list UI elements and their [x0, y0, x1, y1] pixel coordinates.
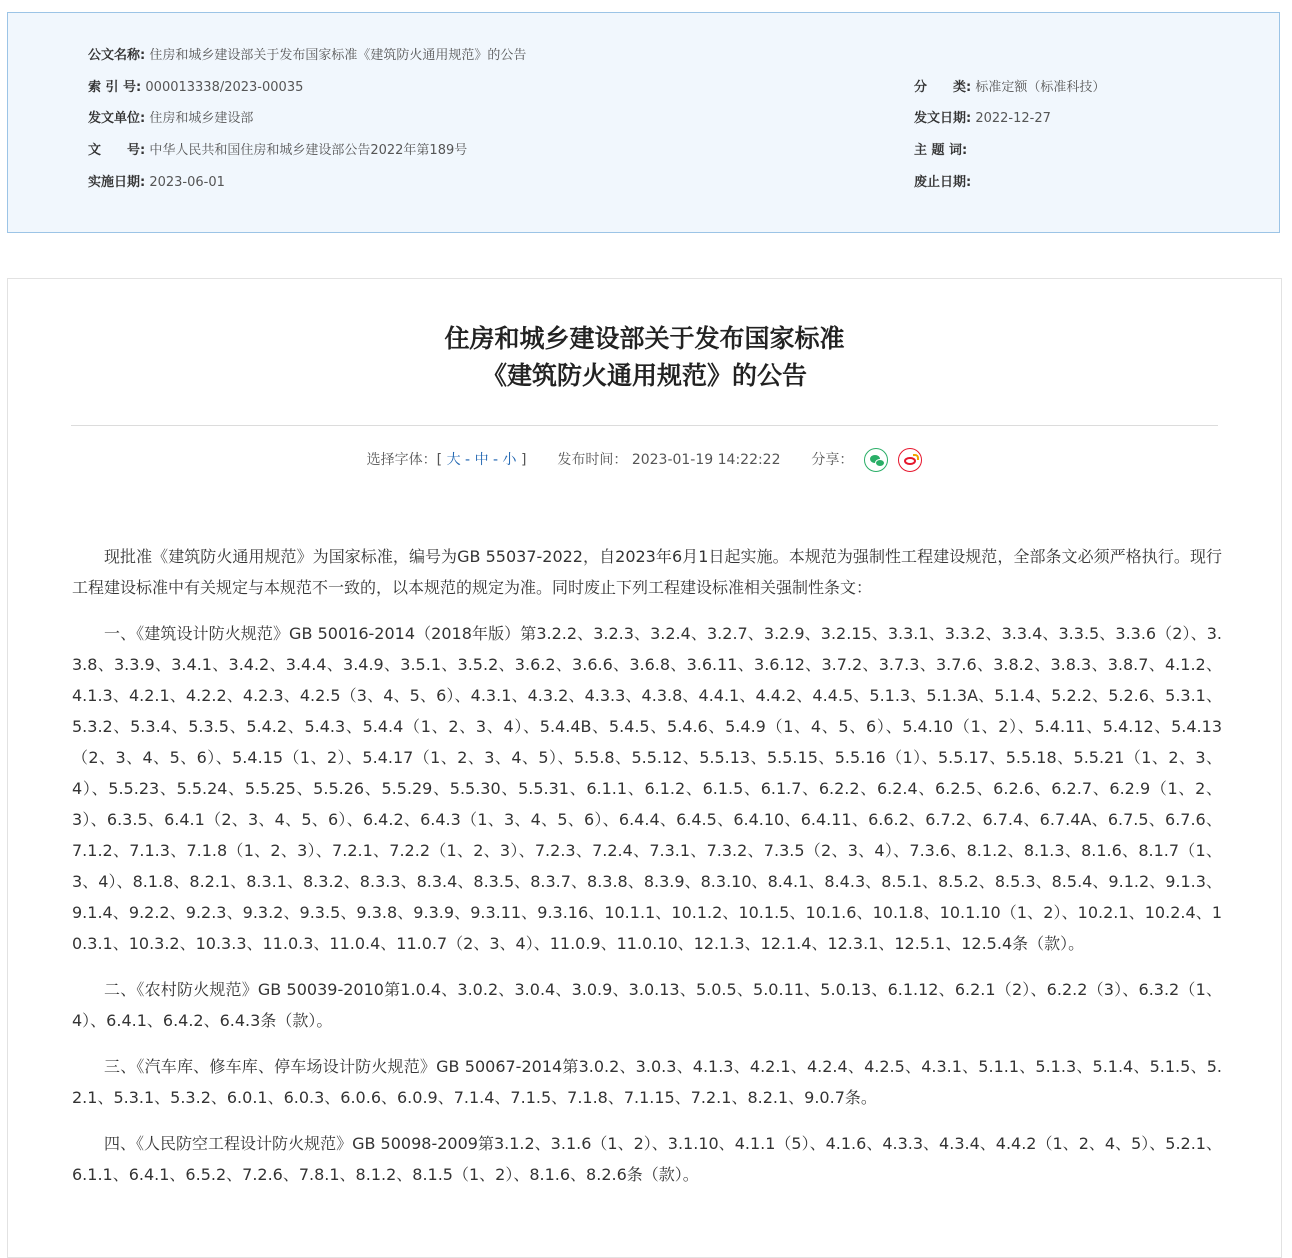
weibo-icon[interactable] [898, 448, 922, 472]
font-select-close: ] [520, 452, 527, 468]
category-label: 分 类: [914, 80, 972, 95]
doc-number-label: 文 号: [88, 143, 146, 158]
issuer-label: 发文单位: [88, 111, 146, 126]
meta-row-issuer [88, 111, 253, 127]
index-label: 索 引 号: [88, 80, 142, 95]
title-divider [71, 425, 1218, 426]
article-container [7, 278, 1282, 1258]
body-paragraph-item-3: 三、《汽车库、修车库、停车场设计防火规范》GB 50067-2014第3.0.2、3.0.3、4.1.3、4.2.1、4.2.4、4.2.5、4.3.1、5.1.1、5.1.3、5.1.4、5.1.5、5.2.1、5.3.1、5.3.2、6.0.1、6.0.3、6.0.6、6.0.9、7.1.4、7.1.5、7.1.8、7.1.15、7.2.1、8.2.1、9.0.7条。 [72, 1057, 1222, 1107]
article-body [72, 541, 1222, 1205]
article-title-line-1: 住房和城乡建设部关于发布国家标准 [444, 324, 845, 353]
keyword-label: 主 题 词: [914, 143, 968, 158]
article-toolbar [8, 447, 1281, 473]
abolish-date-label: 废止日期: [914, 175, 972, 190]
meta-row-keyword [914, 143, 967, 159]
body-paragraph-item-1: 一、《建筑设计防火规范》GB 50016-2014（2018年版）第3.2.2、3.2.3、3.2.4、3.2.7、3.2.9、3.2.15、3.3.1、3.3.2、3.3.4、3.3.5、3.3.6（2）、3.3.8、3.3.9、3.4.1、3.4.2、3.4.4、3.4.9、3.5.1、3.5.2、3.6.2、3.6.6、3.6.8、3.6.11、3.6.12、3.7.2、3.7.3、3.7.6、3.8.2、3.8.3、3.8.7、4.1.2、4.1.3、4.2.1、4.2.2、4.2.3、4.2.5（3、4、5、6）、4.3.1、4.3.2、4.3.3、4.3.8、4.4.1、4.4.2、4.4.5、5.1.3、5.1.3A、5.1.4、5.2.2、5.2.6、5.3.1、5.3.2、5.3.4、5.3.5、5.4.2、5.4.3、5.4.4（1、2、3、4）、5.4.4B、5.4.5、5.4.6、5.4.9（1、4、5、6）、5.4.10（1、2）、5.4.11、5.4.12、5.4.13（2、3、4、5、6）、5.4.15（1、2）、5.4.17（1、2、3、4、5）、5.5.8、5.5.12、5.5.13、5.5.15、5.5.16（1）、5.5.17、5.5.18、5.5.21（1、2、3、4）、5.5.23、5.5.24、5.5.25、5.5.26、5.5.29、5.5.30、5.5.31、6.1.1、6.1.2、6.1.5、6.1.7、6.2.2、6.2.4、6.2.5、6.2.6、6.2.7、6.2.9（1、2、3）、6.3.5、6.4.1（2、3、4、5、6）、6.4.2、6.4.3（1、3、4、5、6）、6.4.4、6.4.5、6.4.10、6.4.11、6.6.2、6.7.2、6.7.4、6.7.4A、6.7.5、6.7.6、7.1.2、7.1.3、7.1.8（1、2、3）、7.2.1、7.2.2（1、2、3）、7.2.3、7.2.4、7.3.1、7.3.2、7.3.5（2、3、4）、7.3.6、8.1.2、8.1.3、8.1.6、8.1.7（1、3、4）、8.1.8、8.2.1、8.3.1、8.3.2、8.3.3、8.3.4、8.3.5、8.3.7、8.3.8、8.3.9、8.3.10、8.4.1、8.4.3、8.5.1、8.5.2、8.5.3、8.5.4、9.1.2、9.1.3、9.1.4、9.2.2、9.2.3、9.3.2、9.3.5、9.3.8、9.3.9、9.3.11、9.3.16、10.1.1、10.1.2、10.1.5、10.1.6、10.1.8、10.1.10（1、2）、10.2.1、10.2.4、10.3.1、10.3.2、10.3.3、11.0.3、11.0.4、11.0.7（2、3、4）、11.0.9、11.0.10、12.1.3、12.1.4、12.3.1、12.5.1、12.5.4条（款）。 [72, 624, 1222, 953]
effective-date-label: 实施日期: [88, 175, 146, 190]
font-size-large-link[interactable]: 大 [446, 452, 461, 468]
body-paragraph-item-4: 四、《人民防空工程设计防火规范》GB 50098-2009第3.1.2、3.1.6（1、2）、3.1.10、4.1.1（5）、4.1.6、4.3.3、4.3.4、4.4.2（1、2、4、5）、5.2.1、6.1.1、6.4.1、6.5.2、7.2.6、7.8.1、8.1.2、8.1.5（1、2）、8.1.6、8.2.6条（款）。 [72, 1134, 1222, 1184]
meta-row-effective-date [88, 175, 225, 191]
publish-time-value: 2023-01-19 14:22:22 [631, 452, 781, 468]
share-label: 分享： [811, 452, 854, 468]
font-size-separator: - [493, 452, 499, 468]
effective-date-value: 2023-06-01 [149, 175, 225, 190]
wechat-icon[interactable] [864, 448, 888, 472]
article-title-line-2: 《建筑防火通用规范》的公告 [481, 361, 807, 390]
body-paragraph-intro: 现批准《建筑防火通用规范》为国家标准，编号为GB 55037-2022，自2023年6月1日起实施。本规范为强制性工程建设规范，全部条文必须严格执行。现行工程建设标准中有关规定与本规范不一致的，以本规范的规定为准。同时废止下列工程建设标准相关强制性条文： [72, 547, 1222, 597]
body-paragraph-item-2: 二、《农村防火规范》GB 50039-2010第1.0.4、3.0.2、3.0.4、3.0.9、3.0.13、5.0.5、5.0.11、5.0.13、6.1.12、6.2.1（2）、6.2.2（3）、6.3.2（1、4）、6.4.1、6.4.2、6.4.3条（款）。 [72, 980, 1222, 1030]
meta-row-category [914, 80, 1105, 96]
font-size-medium-link[interactable]: 中 [474, 452, 489, 468]
doc-name-value: 住房和城乡建设部关于发布国家标准《建筑防火通用规范》的公告 [149, 48, 527, 63]
document-metadata-panel [7, 12, 1280, 233]
issue-date-label: 发文日期: [914, 111, 972, 126]
category-value: 标准定额（标准科技） [975, 80, 1106, 95]
font-size-small-link[interactable]: 小 [502, 452, 517, 468]
font-size-separator: - [465, 452, 471, 468]
doc-name-label: 公文名称: [88, 48, 146, 63]
issue-date-value: 2022-12-27 [975, 111, 1051, 126]
meta-row-doc-name [88, 48, 526, 64]
issuer-value: 住房和城乡建设部 [149, 111, 254, 126]
meta-row-abolish-date [914, 175, 971, 191]
meta-row-issue-date [914, 111, 1051, 127]
index-value: 000013338/2023-00035 [145, 80, 304, 95]
doc-number-value: 中华人民共和国住房和城乡建设部公告2022年第189号 [149, 143, 468, 158]
font-select-label: 选择字体：[ [366, 452, 443, 468]
publish-time-label: 发布时间： [557, 452, 628, 468]
meta-row-doc-number [88, 143, 467, 159]
meta-row-index [88, 80, 303, 96]
